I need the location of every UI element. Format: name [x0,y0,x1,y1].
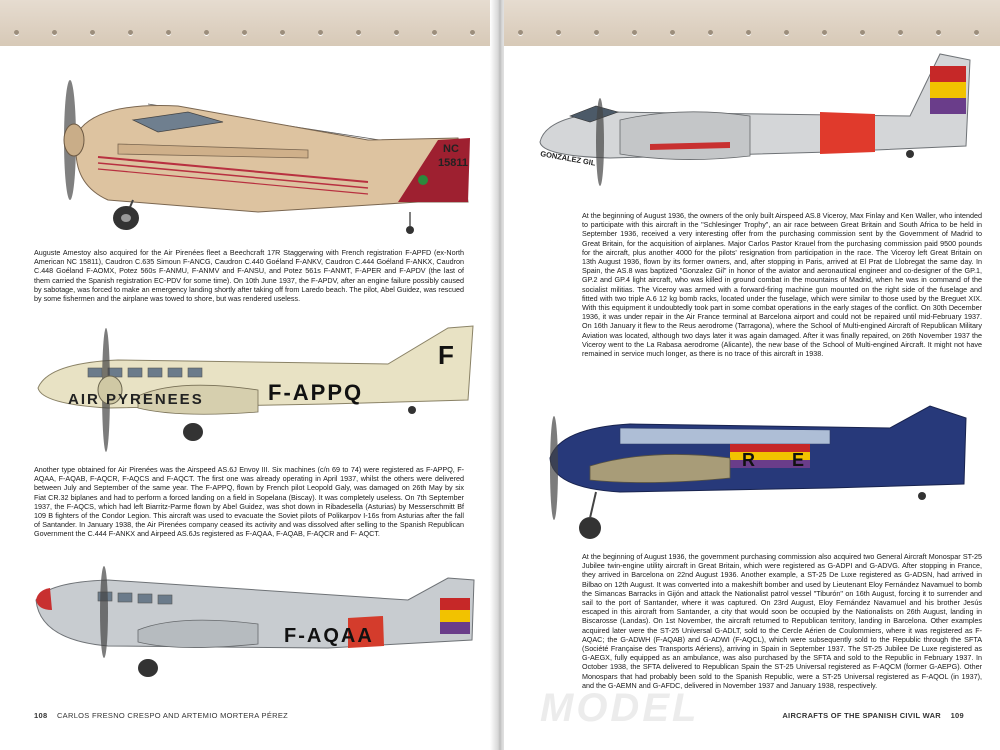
rivet-icon [936,30,941,35]
paragraph-monospar: At the beginning of August 1936, the government purchasing commission also acquired two General Aircraft Monospar ST-25 Jubilee twin-engine utility aircraft in Great Britain, which were registered as G-ADPI and G-ADVG. After stopping in France, they arrived in Barcelona on 22nd August 1936. Another example, a ST-25 De Luxe registered as G-ADSN, had arrived in Bilbao on 12th August. It was converted into a makeshift bomber and used by Lieutenant Eloy Fernández Navamuel to bomb the Simancas Barracks in Gijón and attack the Nationalist patrol vessel "Tiburón" on 16th August, forcing it to surrender and sail to the port of Santander, where it was captured. On 23rd August, Eloy Fernández Navamuel and his brother Jesús escaped in this aircraft from Santander, a city that would soon be occupied by the Nationalists on 26th August, landing in Biscarosse (Landas). On 1st November, the aircraft returned to Republican territory, landing in Barcelona. Other examples acquired later were the ST-25 Universal G-ADLT, sold to the Cercle Aérien de Coulommiers, where it was registered as F-AQAC; the G-ADWH (F-AQAB) and G-ADWI (F-AQCL), which were subsequently sold to the Republic through the SFTA (Société Française des Transports Aériens), arriving in Spain in September 1937. The ST-25 Jubilee De Luxe registered as G-AEGX, fully equipped as an ambulance, was also purchased by the SFTA and sold to the Republic in February 1937. In October 1938, the SFTA delivered to Republican Spain the ST-25 Universal registered as F-AQCM (former G-AEPG). Other Monospars that had probably been sold to the Spanish Republic, were a ST-25 Universal registered as F-AQOL (in 1937), and the G-AEMN and G-AFDC, delivered in November 1937 and January 1938, respectively. [582,552,982,690]
rivet-icon [898,30,903,35]
registration-f-aqaa-text: F-AQAA [284,625,374,647]
airline-name-text: AIR PYRENEES [68,391,204,408]
running-title: AIRCRAFTS OF THE SPANISH CIVIL WAR [782,711,942,720]
registration-number-text: 15811 [438,157,468,169]
rivet-icon [166,30,171,35]
right-page [504,0,1000,750]
rivet-icon [318,30,323,35]
registration-nc-text: NC [443,143,459,155]
registration-f-appq-text: F-APPQ [268,380,364,405]
left-page-footer [34,711,288,720]
aircraft-name-text: GONZALEZ GIL [539,149,597,168]
right-page-footer [782,711,964,720]
airspeed-envoy-f-aqaa-illustration [28,560,478,685]
rivet-icon [974,30,979,35]
rivet-icon [52,30,57,35]
rivet-icon [746,30,751,35]
monospar-illustration [530,388,975,548]
left-page [0,0,496,750]
registration-letter-e: E [792,450,805,470]
rivet-icon [632,30,637,35]
paragraph-airspeed-envoy: Another type obtained for Air Pirenées was the Airspeed AS.6J Envoy III. Six machines (c/n 69 to 74) were registered as F-APPQ, F-AQAA, F-AQAB, F-AQCR, F-AQCS and F-AQCT. The first one was already operating in April 1937, whilst the others were delivered between July and September of the same year. The F-APPQ, flown by French pilot Leopold Galy, was damaged on 26th May by six Fiat CR.32 biplanes and had to perform a forced landing on a field in Sopelana (Biscay). It was completely useless. On 7th September 1937, the F-AQCS, which had left Biarritz-Parme flown by Abel Guidez, was shot down in Ribadesella (Asturias) by Messerschmitt Bf 109 B fighters of the Condor Legion. This aircraft was used to evacuate the Soviet pilots of Polikarpov I-16s from Asturias after the fall of Santander. In January 1938, the Air Pirenées company ceased its activity and was dissolved after selling to the Spanish Republican Government the C.444 F-ANKX and Airpeed AS.6Js registered as F-AQAA, F-AQAB, F-AQCR and F- AQCT. [34,465,464,539]
rivet-icon [594,30,599,35]
rivet-icon [128,30,133,35]
rivet-icon [242,30,247,35]
paragraph-staggerwing: Auguste Amestoy also acquired for the Air Pirenées fleet a Beechcraft 17R Staggerwing with French registration F-APFD (ex-North American NC 15811), Caudron C.635 Simoun F-ANCG, Caudron C.440 Goéland F-ANKV, Caudron C.444 Goéland F-ANKX, Caudron C.448 Goéland F-AOMX, Potez 560s F-ANMU, F-ANMV and F-ANSU, and Potez 561s F-ANMT, F-APER and F-APDV (the last of them carried the Spanish registration EC-PDV for some time). On 10th June 1937, the F-APDV, after an engine failure possibly caused by sabotage, was forced to make an emergency landing shortly after taking off from Laredo beach. The pilot, Abel Guidez, was rescued by some fishermen and the airplane was towed to shore, but was rendered useless. [34,248,464,304]
page-number: 109 [950,711,964,720]
rivet-icon [394,30,399,35]
rivet-icon [14,30,19,35]
top-decorative-band [504,0,1000,46]
paragraph-viceroy: At the beginning of August 1936, the owners of the only built Airspeed AS.8 Viceroy, Max Finlay and Ken Waller, who intended to participate with this aircraft in the "Schlesinger Trophy", an air race between Great Britain and South Africa to be held in September 1936, received a very interesting offer from the purchasing commission sent by the Government of Madrid to Great Britain, for the acquisition of airplanes. Major Carlos Pastor Krauel from the purchasing commission paid 9500 pounds for the aircraft, plus another 4000 for the pilots' resignation from participation in the race. The Viceroy left Great Britain on 13th August 1936, flown by its former owners, and, after stopping in Paris, arrived at El Prat de Llobregat the same day. In Spain, the AS.8 was baptized "Gonzalez Gil" in honor of the aviator and aeronautical engineer and co-designer of the GP.1, GP.2 and GP.4 light aircraft, who was killed in ground combat in the mountains of Madrid, when he was in command of the socialist militias. The Viceroy was armed with a forward-firing machine gun mounted on the right side of the fuselage and fitted with two triple A.6 12 kg bomb racks, located under the fuselage, which were similar to those used by the Breguet XIX. With this equipment it undoubtedly took part in some combat operations in the early stages of the conflict. On 30th December 1936, it was under repair in the Air France terminal at Barcelona airport and could not be repaired until mid-February 1937. On 16th January it flew to the Reus aerodrome (Tarragona), where the School of Multi-engined Aircraft of Republican Military Aviation was located, although two days later it was again damaged. After it was finally repaired, on 26th November 1937 the Viceroy went to the La Rabasa aerodrome (Alicante), the new base of the School of Multi-engined Aircraft. It might not have remained in service much longer, as there is no trace of this aircraft in 1938. [582,211,982,359]
rivet-icon [204,30,209,35]
rivet-icon [822,30,827,35]
rivet-icon [470,30,475,35]
watermark-text: MODEL [540,686,700,730]
top-decorative-band [0,0,496,46]
airspeed-envoy-f-appq-illustration [28,308,478,458]
rivet-icon [356,30,361,35]
authors-footer: CARLOS FRESNO CRESPO AND ARTEMIO MORTERA PÉREZ [56,711,289,720]
rivet-icon [556,30,561,35]
rivet-icon [432,30,437,35]
rivet-icon [90,30,95,35]
rivet-icon [784,30,789,35]
rivet-icon [518,30,523,35]
rivet-icon [670,30,675,35]
rivet-icon [860,30,865,35]
rivet-icon [708,30,713,35]
rivet-icon [280,30,285,35]
airspeed-viceroy-illustration [530,46,975,206]
beechcraft-staggerwing-illustration [38,62,478,242]
page-number: 108 [34,711,48,720]
registration-letter-r: R [742,450,755,470]
tail-letter-text: F [438,340,454,370]
